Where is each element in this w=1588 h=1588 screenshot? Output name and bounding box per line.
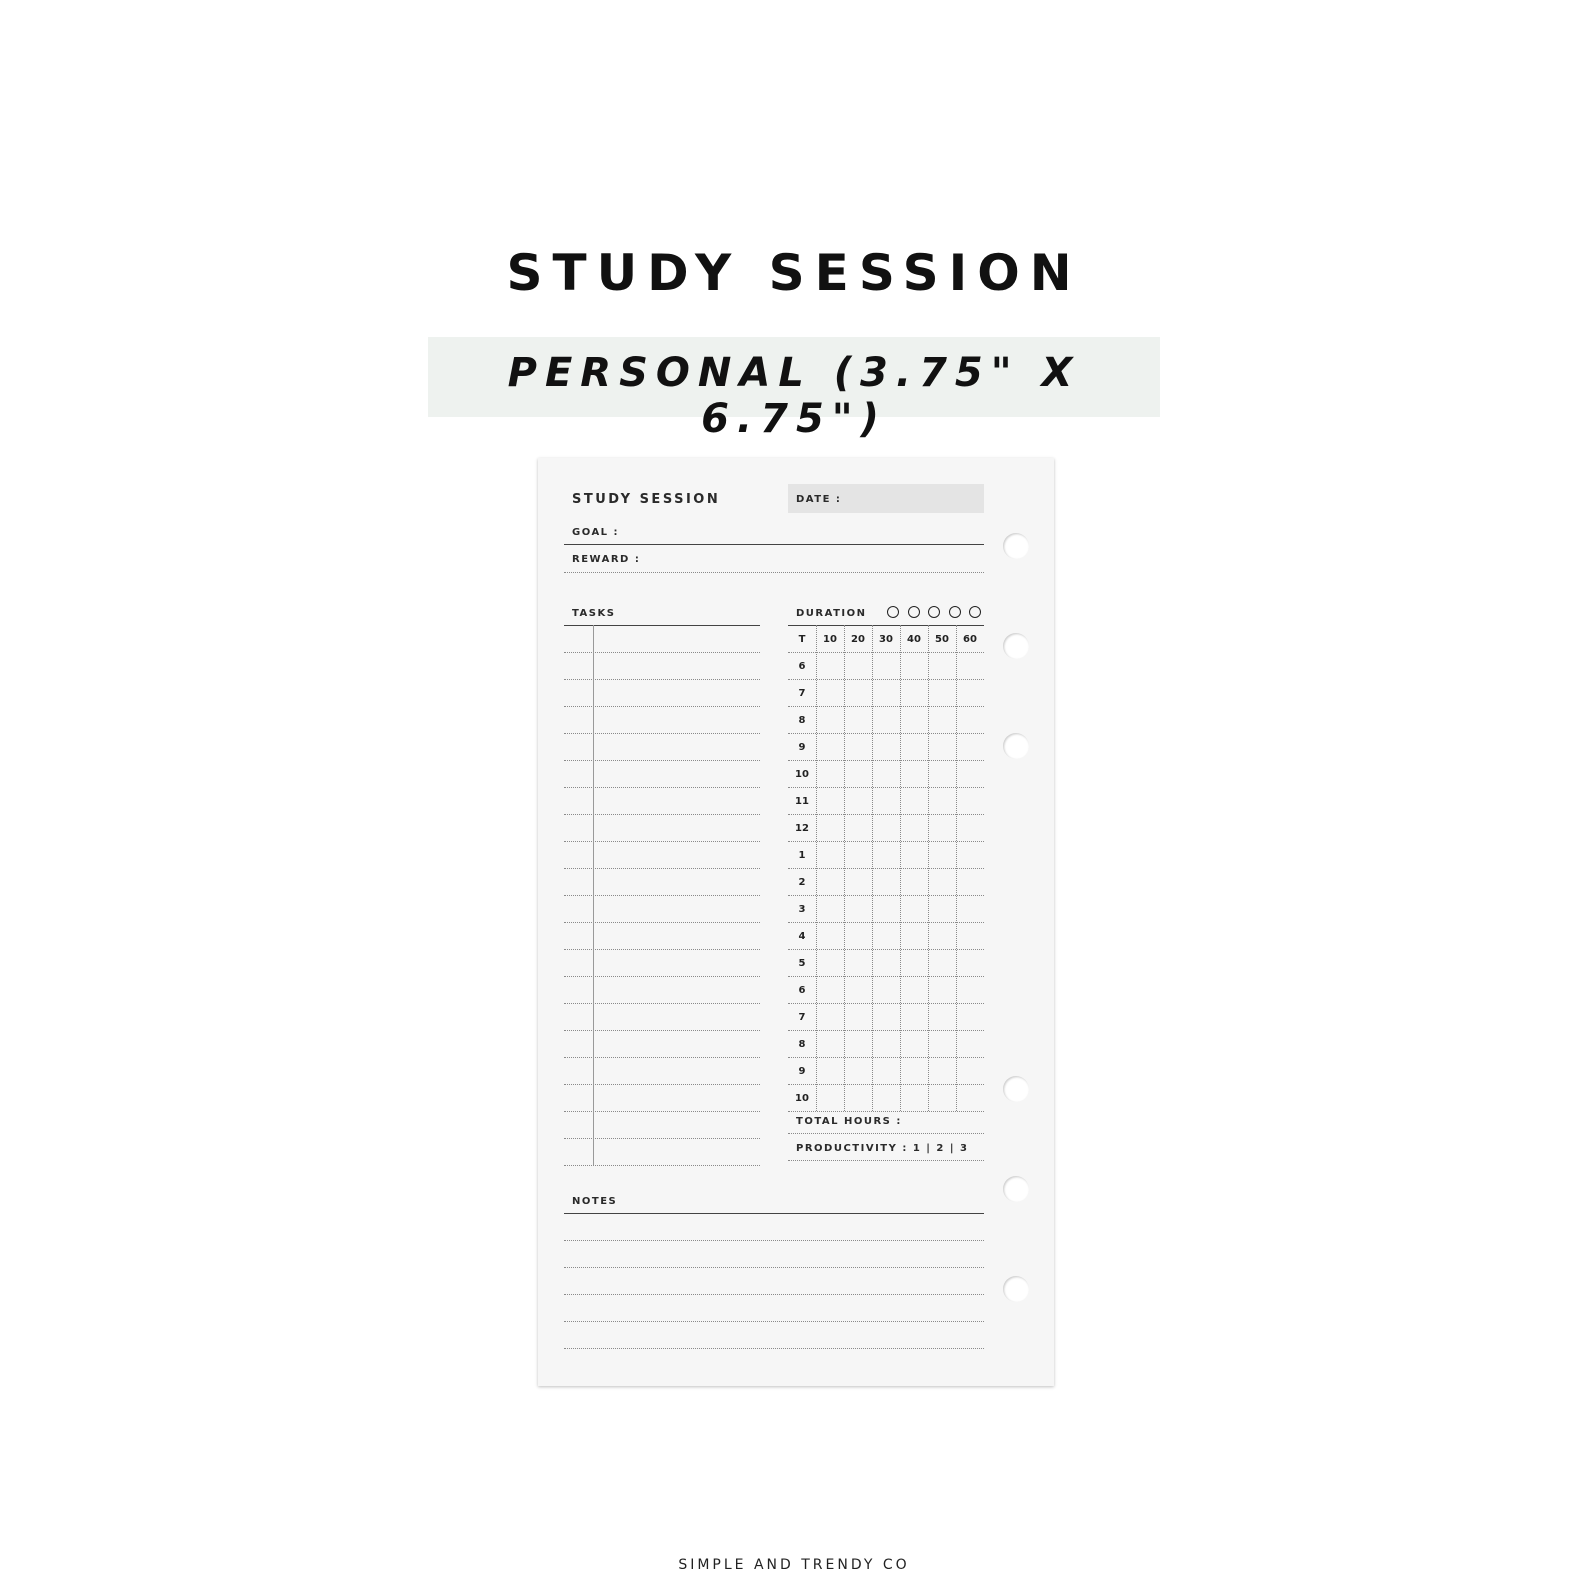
grid-column-line: [872, 625, 873, 1111]
binder-hole: [1003, 1076, 1029, 1102]
grid-hour-label: 9: [798, 1066, 806, 1077]
grid-hour-label: 12: [795, 823, 809, 834]
grid-header-minute: 20: [851, 634, 865, 645]
grid-column-line: [900, 625, 901, 1111]
grid-row-line: [788, 1030, 984, 1031]
grid-header-minute: 10: [823, 634, 837, 645]
grid-hour-label: 4: [798, 931, 806, 942]
binder-hole: [1003, 1276, 1029, 1302]
grid-row-line: [788, 922, 984, 923]
sheet-title: STUDY SESSION: [572, 492, 721, 507]
grid-row-line: [788, 1084, 984, 1085]
grid-row-line: [788, 1111, 984, 1112]
note-line[interactable]: [564, 1348, 984, 1349]
grid-row-line: [788, 814, 984, 815]
page-subtitle: PERSONAL (3.75" X 6.75"): [507, 350, 1081, 442]
goal-line[interactable]: [564, 544, 984, 545]
grid-hour-label: 8: [798, 715, 806, 726]
grid-hour-label: 8: [798, 1039, 806, 1050]
grid-hour-label: 7: [798, 688, 806, 699]
grid-row-line: [788, 679, 984, 680]
grid-row-line: [788, 652, 984, 653]
grid-row-line: [788, 841, 984, 842]
binder-hole: [1003, 533, 1029, 559]
grid-column-line: [844, 625, 845, 1111]
grid-hour-label: 10: [795, 769, 809, 780]
duration-label: DURATION: [796, 608, 867, 619]
grid-header-time: T: [798, 634, 806, 645]
note-line[interactable]: [564, 1321, 984, 1322]
note-line[interactable]: [564, 1294, 984, 1295]
grid-hour-label: 10: [795, 1093, 809, 1104]
duration-circle[interactable]: [949, 606, 961, 618]
duration-circle[interactable]: [887, 606, 899, 618]
grid-row-line: [788, 895, 984, 896]
grid-row-line: [788, 706, 984, 707]
grid-hour-label: 1: [798, 850, 806, 861]
grid-header-minute: 40: [907, 634, 921, 645]
grid-hour-label: 3: [798, 904, 806, 915]
grid-column-line: [816, 625, 817, 1111]
brand-footer: SIMPLE AND TRENDY CO: [678, 1557, 910, 1573]
grid-hour-label: 6: [798, 985, 806, 996]
planner-sheet: [538, 458, 1054, 1386]
grid-row-line: [788, 787, 984, 788]
total-hours-line[interactable]: [788, 1133, 984, 1134]
binder-hole: [1003, 633, 1029, 659]
task-row[interactable]: [564, 1165, 760, 1166]
goal-label: GOAL :: [572, 527, 620, 538]
grid-row-line: [788, 868, 984, 869]
productivity-line[interactable]: [788, 1160, 984, 1161]
grid-hour-label: 6: [798, 661, 806, 672]
reward-line[interactable]: [564, 572, 984, 573]
grid-hour-label: 2: [798, 877, 806, 888]
grid-row-line: [788, 1003, 984, 1004]
task-checkbox-divider: [593, 625, 594, 1165]
grid-column-line: [928, 625, 929, 1111]
grid-row-line: [788, 976, 984, 977]
date-label: DATE :: [796, 494, 842, 505]
grid-header-minute: 60: [963, 634, 977, 645]
grid-hour-label: 9: [798, 742, 806, 753]
notes-label: NOTES: [572, 1196, 618, 1207]
duration-circle[interactable]: [908, 606, 920, 618]
duration-circle[interactable]: [928, 606, 940, 618]
grid-row-line: [788, 760, 984, 761]
productivity-label: PRODUCTIVITY : 1 | 2 | 3: [796, 1143, 969, 1154]
date-box[interactable]: [788, 484, 984, 513]
grid-hour-label: 5: [798, 958, 806, 969]
reward-label: REWARD :: [572, 554, 641, 565]
grid-row-line: [788, 733, 984, 734]
binder-hole: [1003, 1176, 1029, 1202]
grid-row-line: [788, 949, 984, 950]
note-line[interactable]: [564, 1267, 984, 1268]
binder-hole: [1003, 733, 1029, 759]
grid-header-minute: 30: [879, 634, 893, 645]
page-title: STUDY SESSION: [506, 244, 1082, 302]
note-line[interactable]: [564, 1240, 984, 1241]
duration-circle[interactable]: [969, 606, 981, 618]
tasks-label: TASKS: [572, 608, 616, 619]
duration-header-line: [788, 625, 984, 626]
grid-hour-label: 7: [798, 1012, 806, 1023]
grid-hour-label: 11: [795, 796, 809, 807]
total-hours-label: TOTAL HOURS :: [796, 1116, 902, 1127]
grid-column-line: [956, 625, 957, 1111]
notes-header-line: [564, 1213, 984, 1214]
grid-header-minute: 50: [935, 634, 949, 645]
grid-row-line: [788, 1057, 984, 1058]
